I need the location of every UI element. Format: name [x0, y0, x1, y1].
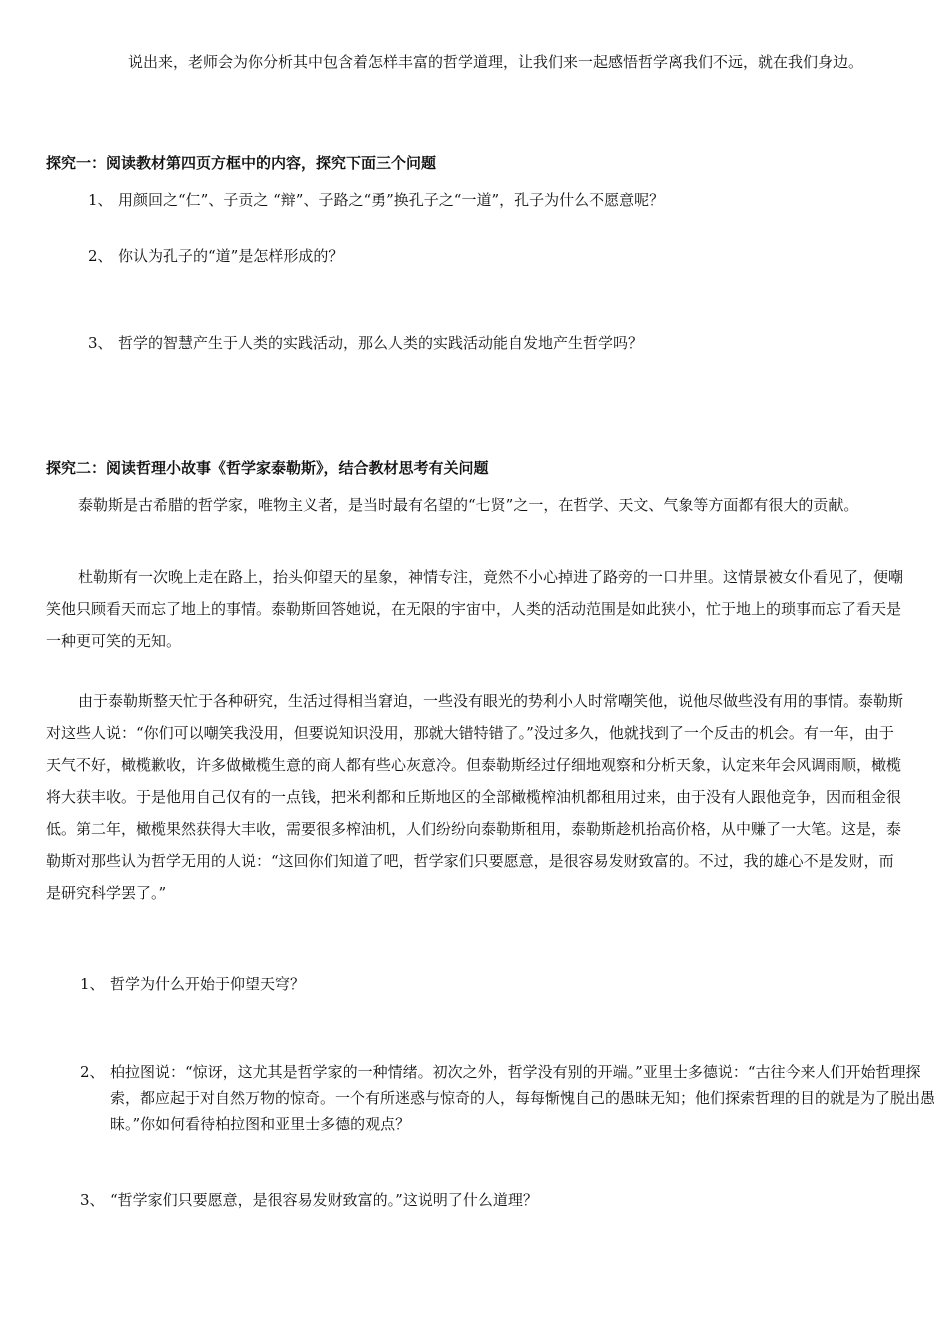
section2-question-1 — [80, 974, 305, 994]
question-text: 用颜回之“仁”、子贡之 “辩”、子路之“勇”换孔子之“一道”，孔子为什么不愿意呢？ — [118, 191, 665, 209]
story-paragraph-3: 由于泰勒斯整天忙于各种研究，生活过得相当窘迫，一些没有眼光的势利小人时常嘲笑他，说他尽做些没有用的事情。泰勒斯对这些人说：“你们可以嘲笑我没用，但要说知识没用，那就大错特错了。”没过多久，他就找到了一个反击的机会。有一年，由于天气不好，橄榄歉收，许多做橄榄生意的商人都有些心灰意冷。但泰勒斯经过仔细地观察和分析天象，认定来年会风调雨顺，橄榄将大获丰收。于是他用自己仅有的一点钱，把米利都和丘斯地区的全部橄榄榨油机都租用过来，由于没有人跟他竞争，因而租金很低。第二年，橄榄果然获得大丰收，需要很多榨油机，人们纷纷向泰勒斯租用，泰勒斯趁机抬高价格，从中赚了一大笔。这是，泰勒斯对那些认为哲学无用的人说：“这回你们知道了吧，哲学家们只要愿意，是很容易发财致富的。不过，我的雄心不是发财，而是研究科学罢了。” — [46, 692, 904, 902]
section1-question-1 — [88, 190, 664, 210]
section1-heading: 探究一：阅读教材第四页方框中的内容，探究下面三个问题 — [46, 154, 437, 172]
intro-paragraph: 说出来，老师会为你分析其中包含着怎样丰富的哲学道理，让我们来一起感悟哲学离我们不远，就在我们身边。 — [128, 53, 864, 71]
question-text: “哲学家们只要愿意，是很容易发财致富的。”这说明了什么道理？ — [110, 1191, 538, 1209]
question-number: 2、 — [80, 1063, 105, 1081]
section2-heading: 探究二：阅读哲理小故事《哲学家泰勒斯》，结合教材思考有关问题 — [46, 459, 489, 477]
question-number: 3、 — [88, 334, 113, 352]
question-text: 你认为孔子的“道”是怎样形成的？ — [118, 247, 344, 265]
section1-question-2 — [88, 246, 343, 266]
question-number: 1、 — [80, 975, 105, 993]
question-number: 2、 — [88, 247, 113, 265]
question-text: 哲学为什么开始于仰望天穹？ — [110, 975, 306, 993]
question-text: 哲学的智慧产生于人类的实践活动，那么人类的实践活动能自发地产生哲学吗？ — [118, 334, 644, 352]
question-number: 3、 — [80, 1191, 105, 1209]
section1-question-3 — [88, 333, 643, 353]
story-paragraph-2: 杜勒斯有一次晚上走在路上，抬头仰望天的星象，神情专注，竟然不小心掉进了路旁的一口井里。这情景被女仆看见了，便嘲笑他只顾看天而忘了地上的事情。泰勒斯回答她说，在无限的宇宙中，人类的活动范围是如此狭小，忙于地上的琐事而忘了看天是一种更可笑的无知。 — [46, 568, 904, 650]
story-paragraph-1: 泰勒斯是古希腊的哲学家，唯物主义者，是当时最有名望的“七贤”之一，在哲学、天文、气象等方面都有很大的贡献。 — [78, 496, 859, 514]
section2-question-3 — [80, 1190, 538, 1210]
question-text: 柏拉图说：“惊讶，这尤其是哲学家的一种情绪。初次之外，哲学没有别的开端。”亚里士多德说：“古往今来人们开始哲理探索，都应起于对自然万物的惊奇。一个有所迷惑与惊奇的人，每每惭愧自己的愚昧无知；他们探索哲理的目的就是为了脱出愚昧。”你如何看待柏拉图和亚里士多德的观点？ — [110, 1063, 936, 1133]
section2-question-2 — [80, 1059, 940, 1137]
question-number: 1、 — [88, 191, 113, 209]
